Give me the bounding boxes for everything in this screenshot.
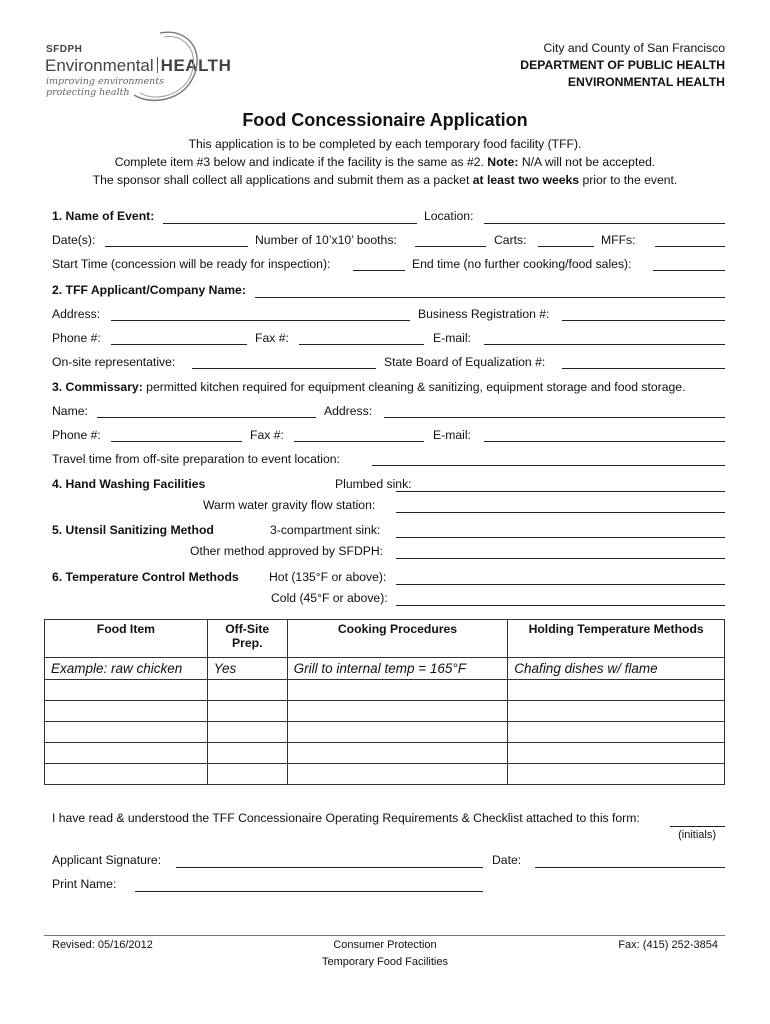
plumbed-sink-label: Plumbed sink: [335, 477, 412, 491]
cold-holding-field[interactable] [396, 605, 725, 606]
logo-environmental-word: Environmental [45, 56, 154, 75]
logo-tagline-2: protecting health [46, 87, 130, 98]
event-name-label: 1. Name of Event: [52, 209, 155, 223]
applicant-fax-field[interactable] [299, 344, 424, 345]
footer-fax: Fax: (415) 252-3854 [618, 939, 718, 951]
header-food-item: Food Item [45, 620, 208, 658]
table-cell[interactable] [45, 764, 208, 785]
table-cell[interactable] [45, 680, 208, 701]
intro-deadline: at least two weeks [472, 173, 580, 187]
example-cooking: Grill to internal temp = 165°F [287, 658, 508, 680]
applicant-address-label: Address: [52, 307, 101, 321]
commissary-title: 3. Commissary: [52, 380, 143, 394]
cold-holding-label: Cold (45°F or above): [271, 591, 388, 605]
commissary-phone-field[interactable] [111, 441, 242, 442]
table-cell[interactable] [287, 722, 508, 743]
temperature-control-heading: 6. Temperature Control Methods [52, 570, 239, 584]
onsite-rep-label: On-site representative: [52, 355, 176, 369]
signature-date-label: Date: [492, 853, 522, 867]
logo-health-word: HEALTH [160, 56, 232, 75]
print-name-field[interactable] [135, 891, 483, 892]
table-header-row [45, 620, 725, 658]
commissary-name-label: Name: [52, 404, 88, 418]
mffs-field[interactable] [655, 246, 725, 247]
table-cell[interactable] [508, 722, 725, 743]
business-registration-field[interactable] [562, 320, 725, 321]
header-offsite-prep: Off-Site Prep. [207, 620, 287, 658]
logo-swoosh-icon [120, 25, 210, 105]
onsite-rep-field[interactable] [192, 368, 376, 369]
applicant-name-field[interactable] [255, 297, 725, 298]
travel-time-field[interactable] [372, 465, 725, 466]
applicant-email-label: E-mail: [433, 331, 471, 345]
table-cell[interactable] [508, 764, 725, 785]
applicant-signature-label: Applicant Signature: [52, 853, 162, 867]
mffs-label: MFFs: [601, 233, 636, 247]
page-title: Food Concessionaire Application [242, 110, 528, 130]
table-row [45, 764, 725, 785]
applicant-signature-field[interactable] [176, 867, 483, 868]
table-cell[interactable] [287, 680, 508, 701]
other-method-field[interactable] [396, 558, 725, 559]
table-cell[interactable] [45, 743, 208, 764]
three-compartment-label: 3-compartment sink: [270, 523, 381, 537]
logo-tagline-1: improving environments [46, 76, 164, 87]
commissary-name-field[interactable] [97, 417, 316, 418]
event-name-field[interactable] [163, 223, 417, 224]
food-item-table [44, 619, 725, 785]
commissary-fax-field[interactable] [294, 441, 424, 442]
applicant-fax-label: Fax #: [255, 331, 289, 345]
commissary-heading [52, 380, 685, 394]
other-method-label: Other method approved by SFDPH: [190, 544, 384, 558]
hot-holding-label: Hot (135°F or above): [269, 570, 387, 584]
commissary-email-field[interactable] [484, 441, 725, 442]
intro-line-2a: Complete item #3 below and indicate if the facility is the same as #2. [114, 155, 488, 169]
table-row [45, 680, 725, 701]
applicant-email-field[interactable] [484, 344, 725, 345]
print-name-label: Print Name: [52, 877, 117, 891]
commissary-fax-label: Fax #: [250, 428, 284, 442]
location-label: Location: [424, 209, 474, 223]
header-department: DEPARTMENT OF PUBLIC HEALTH [520, 58, 725, 72]
intro-note: Note: [487, 155, 519, 169]
footer-divider [44, 935, 725, 936]
table-row [45, 701, 725, 722]
carts-field[interactable] [538, 246, 594, 247]
applicant-name-label: 2. TFF Applicant/Company Name: [52, 283, 246, 297]
table-cell[interactable] [508, 680, 725, 701]
start-time-label: Start Time (concession will be ready for inspection): [52, 257, 331, 271]
booths-label: Number of 10’x10’ booths: [255, 233, 397, 247]
travel-time-label: Travel time from off-site preparation to event location: [52, 452, 340, 466]
table-cell[interactable] [508, 743, 725, 764]
table-cell[interactable] [45, 701, 208, 722]
utensil-sanitizing-heading: 5. Utensil Sanitizing Method [52, 523, 214, 537]
table-cell[interactable] [287, 764, 508, 785]
acknowledgement-text: I have read & understood the TFF Concessionaire Operating Requirements & Checklist attached to this form: [52, 811, 640, 825]
intro-line-2 [0, 155, 770, 169]
example-holding: Chafing dishes w/ flame [508, 658, 725, 680]
applicant-phone-label: Phone #: [52, 331, 101, 345]
table-cell[interactable] [287, 701, 508, 722]
location-field[interactable] [484, 223, 725, 224]
end-time-field[interactable] [653, 270, 725, 271]
intro-line-3c: prior to the event. [579, 173, 678, 187]
signature-date-field[interactable] [535, 867, 725, 868]
table-example-row [45, 658, 725, 680]
end-time-label: End time (no further cooking/food sales): [412, 257, 632, 271]
gravity-flow-label: Warm water gravity flow station: [203, 498, 376, 512]
sboe-field[interactable] [562, 368, 725, 369]
dates-label: Date(s): [52, 233, 96, 247]
carts-label: Carts: [494, 233, 527, 247]
example-offsite-prep: Yes [207, 658, 287, 680]
header-holding-methods: Holding Temperature Methods [508, 620, 725, 658]
table-cell[interactable] [207, 764, 287, 785]
table-row [45, 743, 725, 764]
agency-header [520, 40, 725, 91]
commissary-email-label: E-mail: [433, 428, 471, 442]
example-food-item: Example: raw chicken [45, 658, 208, 680]
plumbed-sink-field[interactable] [396, 491, 725, 492]
table-row [45, 722, 725, 743]
start-time-field[interactable] [353, 270, 405, 271]
dates-field[interactable] [105, 246, 248, 247]
hot-holding-field[interactable] [396, 584, 725, 585]
applicant-address-field[interactable] [111, 320, 410, 321]
booths-field[interactable] [415, 246, 486, 247]
sboe-label: State Board of Equalization #: [384, 355, 546, 369]
applicant-phone-field[interactable] [111, 344, 247, 345]
logo-sfdph-text: SFDPH [46, 44, 83, 55]
commissary-address-field[interactable] [384, 417, 725, 418]
footer-revised: Revised: 05/16/2012 [52, 939, 153, 951]
table-cell[interactable] [207, 722, 287, 743]
intro-line-3a: The sponsor shall collect all applications and submit them as a packet [92, 173, 473, 187]
table-cell[interactable] [287, 743, 508, 764]
commissary-phone-label: Phone #: [52, 428, 101, 442]
footer-center-2: Temporary Food Facilities [322, 956, 448, 968]
table-cell[interactable] [508, 701, 725, 722]
header-division: ENVIRONMENTAL HEALTH [567, 75, 725, 89]
intro-line-1: This application is to be completed by each temporary food facility (TFF). [188, 137, 582, 151]
commissary-address-label: Address: [324, 404, 373, 418]
header-city: City and County of San Francisco [543, 41, 725, 55]
commissary-desc: permitted kitchen required for equipment cleaning & sanitizing, equipment storage and food storage. [142, 380, 686, 394]
three-compartment-field[interactable] [396, 537, 725, 538]
table-cell[interactable] [45, 722, 208, 743]
initials-caption: (initials) [678, 829, 716, 841]
header-cooking-procedures: Cooking Procedures [287, 620, 508, 658]
intro-line-3 [0, 173, 770, 187]
initials-field[interactable] [670, 826, 725, 827]
gravity-flow-field[interactable] [396, 512, 725, 513]
table-cell[interactable] [207, 743, 287, 764]
intro-line-2c: N/A will not be accepted. [518, 155, 656, 169]
business-registration-label: Business Registration #: [418, 307, 550, 321]
table-cell[interactable] [207, 680, 287, 701]
footer-center-1: Consumer Protection [333, 939, 437, 951]
table-cell[interactable] [207, 701, 287, 722]
hand-washing-heading: 4. Hand Washing Facilities [52, 477, 206, 491]
